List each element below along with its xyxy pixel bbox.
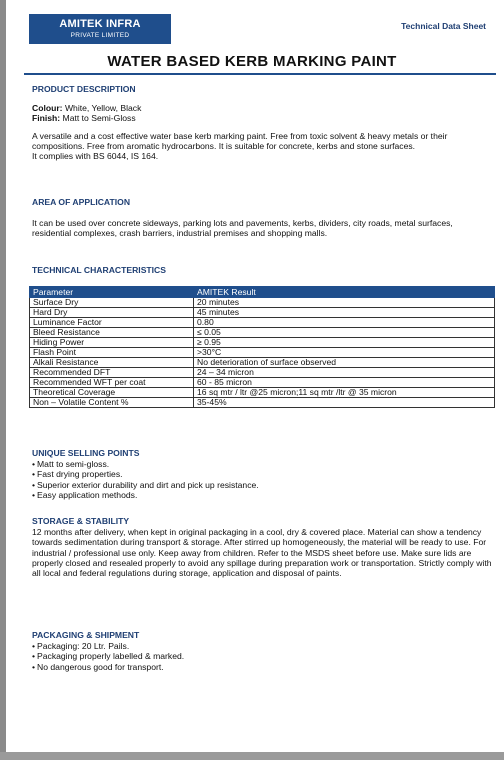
table-row [30, 398, 495, 408]
table-row [30, 328, 495, 338]
product-description-section [32, 84, 494, 161]
parameter-cell: Non – Volatile Content % [30, 398, 194, 408]
result-cell: ≥ 0.95 [194, 338, 495, 348]
colour-value: White, Yellow, Black [62, 103, 142, 113]
parameter-cell: Hiding Power [30, 338, 194, 348]
page-bottom-border [0, 752, 504, 760]
list-item: • Matt to semi-gloss. [32, 459, 494, 469]
result-cell: 45 minutes [194, 308, 495, 318]
parameter-cell: Luminance Factor [30, 318, 194, 328]
packaging-heading: PACKAGING & SHIPMENT [32, 630, 140, 640]
usp-heading: UNIQUE SELLING POINTS [32, 448, 140, 458]
table-row [30, 388, 495, 398]
result-cell: 16 sq mtr / ltr @25 micron;11 sq mtr /ltr @ 35 micron [194, 388, 495, 398]
product-description-heading: PRODUCT DESCRIPTION [32, 84, 136, 94]
list-item: • Fast drying properties. [32, 469, 494, 479]
finish-label: Finish: [32, 113, 61, 124]
page-title: WATER BASED KERB MARKING PAINT [107, 53, 397, 70]
list-item: • Packaging properly labelled & marked. [32, 651, 494, 661]
colour-line [32, 103, 494, 113]
result-cell: >30°C [194, 348, 495, 358]
company-logo [29, 14, 171, 44]
result-cell: No deterioration of surface observed [194, 358, 495, 368]
packaging-section [32, 630, 494, 672]
storage-heading: STORAGE & STABILITY [32, 516, 130, 526]
table-row [30, 308, 495, 318]
parameter-cell: Bleed Resistance [30, 328, 194, 338]
table-row [30, 318, 495, 328]
company-name: AMITEK INFRA [59, 18, 141, 30]
list-item: • Superior exterior durability and dirt and pick up resistance. [32, 480, 494, 490]
company-subtitle: PRIVATE LIMITED [70, 32, 130, 39]
table-row [30, 298, 495, 308]
usp-section [32, 448, 494, 500]
list-item: • No dangerous good for transport. [32, 662, 494, 672]
parameter-cell: Alkali Resistance [30, 358, 194, 368]
result-cell: 20 minutes [194, 298, 495, 308]
title-rule [24, 73, 496, 75]
result-cell: 0.80 [194, 318, 495, 328]
table-row [30, 338, 495, 348]
parameter-cell: Flash Point [30, 348, 194, 358]
result-cell: ≤ 0.05 [194, 328, 495, 338]
technical-heading: TECHNICAL CHARACTERISTICS [32, 265, 167, 275]
result-cell: 35-45% [194, 398, 495, 408]
column-header: AMITEK Result [194, 287, 495, 298]
table-header-row [30, 287, 495, 298]
finish-line [32, 113, 494, 123]
page-left-border [0, 0, 6, 760]
packaging-list [32, 641, 494, 672]
description-paragraph: A versatile and a cost effective water base kerb marking paint. Free from toxic solvent & heavy metals or their compositions. Free from aromatic hydrocarbons. It is suitable for concrete, kerbs and stone surfaces. [32, 130, 448, 151]
result-cell: 60 - 85 micron [194, 378, 495, 388]
list-item: • Easy application methods. [32, 490, 494, 500]
parameter-cell: Recommended WFT per coat [30, 378, 194, 388]
parameter-cell: Recommended DFT [30, 368, 194, 378]
table-row [30, 358, 495, 368]
parameter-cell: Surface Dry [30, 298, 194, 308]
compliance-text: It complies with BS 6044, IS 164. [32, 151, 159, 162]
colour-label: Colour: [32, 103, 63, 113]
result-cell: 24 – 34 micron [194, 368, 495, 378]
table-row [30, 368, 495, 378]
column-header: Parameter [30, 287, 194, 298]
parameter-cell: Hard Dry [30, 308, 194, 318]
storage-section [32, 516, 494, 578]
storage-paragraph: 12 months after delivery, when kept in original packaging in a cool, dry & covered place. Material can show a tendency towards sedimentation during transport & storage. After stirred up homogeneously, the material will be ready to use. For industrial / professional use only. Keep away from children. Refer to the MSDS sheet before use. Make sure lids are properly closed and resealed properly to avoid any spillage during preparation work or transportation. Strictly comply with all local and federal regulations during storage, application and disposal of paints. [32, 527, 492, 579]
application-paragraph: It can be used over concrete sideways, parking lots and pavements, kerbs, dividers, city roads, metal surfaces, residential complexes, crash barriers, industrial premises and shopping malls. [32, 218, 453, 239]
technical-table [29, 286, 495, 408]
table-row [30, 378, 495, 388]
technical-section [32, 265, 494, 276]
document-type: Technical Data Sheet [401, 21, 486, 31]
finish-value: Matt to Semi-Gloss [60, 113, 136, 124]
application-heading: AREA OF APPLICATION [32, 197, 131, 207]
list-item: • Packaging: 20 Ltr. Pails. [32, 641, 494, 651]
parameter-cell: Theoretical Coverage [30, 388, 194, 398]
application-section [32, 197, 494, 239]
table-row [30, 348, 495, 358]
usp-list [32, 459, 494, 500]
